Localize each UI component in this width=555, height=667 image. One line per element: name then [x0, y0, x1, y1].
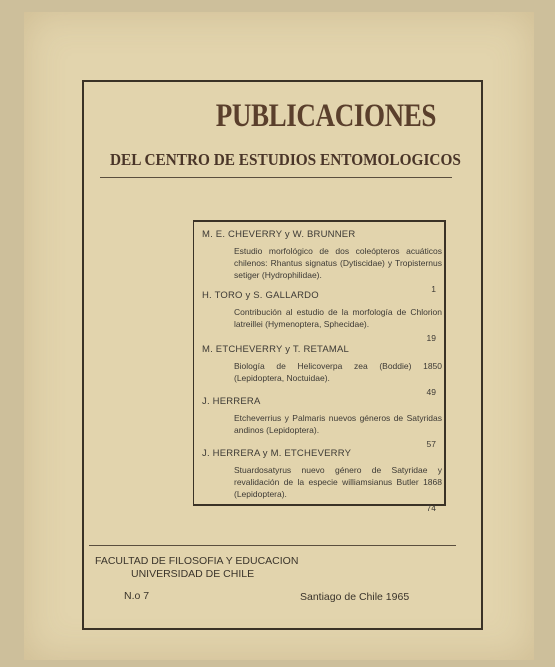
- toc-authors: J. HERRERA y M. ETCHEVERRY: [202, 448, 352, 459]
- toc-authors: H. TORO y S. GALLARDO: [202, 290, 319, 301]
- toc-entry: [202, 396, 442, 449]
- toc-page-number: 1: [431, 284, 436, 294]
- toc-page-number: 19: [426, 333, 436, 343]
- table-of-contents: [193, 220, 446, 513]
- toc-authors: M. E. CHEVERRY y W. BRUNNER: [202, 229, 356, 240]
- issue-number: N.o 7: [124, 590, 150, 602]
- toc-authors: J. HERRERA: [202, 396, 261, 407]
- footer-divider: [89, 545, 456, 546]
- publisher-block: [95, 555, 298, 581]
- university-name: UNIVERSIDAD DE CHILE: [131, 568, 255, 580]
- toc-authors: M. ETCHEVERRY y T. RETAMAL: [202, 344, 350, 355]
- toc-description: Biología de Helicoverpa zea (Boddie) 1850 (Lepidoptera, Noctuidae).: [234, 361, 442, 383]
- toc-description: Contribución al estudio de la morfología de Chlorion latreillei (Hymenoptera, Sphecidae).: [234, 307, 442, 329]
- toc-entry: [202, 229, 442, 294]
- place-date: Santiago de Chile 1965: [300, 591, 410, 603]
- faculty-name: FACULTAD DE FILOSOFIA Y EDUCACION: [95, 555, 299, 567]
- publication-title: PUBLICACIONES: [215, 98, 436, 134]
- toc-description: Estudio morfológico de dos coleópteros acuáticos chilenos: Rhantus signatus (Dytiscidae) y Tropisternus setiger (Hydrophilidae).: [234, 246, 442, 280]
- toc-description: Stuardosatyrus nuevo género de Satyridae y revalidación de la especie williamsianus Butler 1868 (Lepidoptera).: [234, 465, 442, 499]
- toc-entry: [202, 344, 442, 397]
- toc-entry: [202, 290, 442, 343]
- toc-page-number: 49: [426, 387, 436, 397]
- toc-entry: [202, 448, 442, 513]
- toc-description: Etcheverrius y Palmaris nuevos géneros de Satyridas andinos (Lepidoptera).: [234, 413, 442, 435]
- toc-page-number: 57: [426, 439, 436, 449]
- toc-page-number: 74: [426, 503, 436, 513]
- title-divider: [100, 177, 452, 178]
- publication-subtitle: DEL CENTRO DE ESTUDIOS ENTOMOLOGICOS: [110, 150, 461, 169]
